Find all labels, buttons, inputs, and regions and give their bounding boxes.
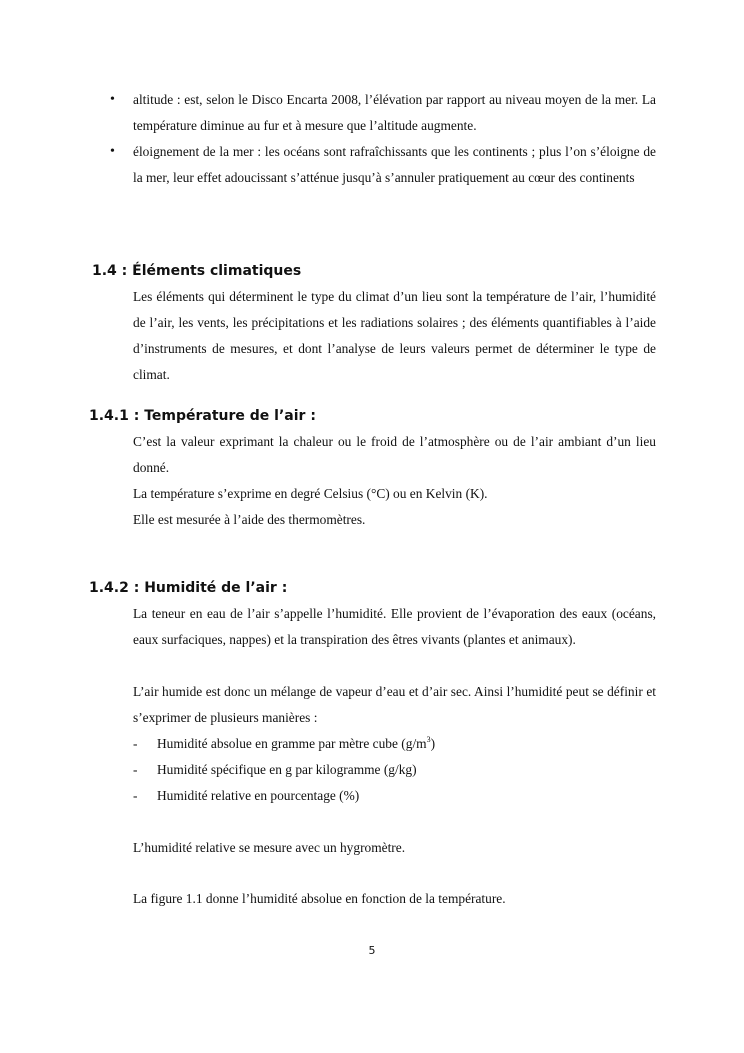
section-heading-1-4-2: 1.4.2 : Humidité de l’air :	[89, 580, 288, 596]
figure-reference: La figure 1.1 donne l’humidité absolue en fonction de la température.	[133, 891, 506, 906]
humidity-definition: La teneur en eau de l’air s’appelle l’humidité. Elle provient de l’évaporation des eaux (océans, eaux surfaciques, nappes) et la transpiration des êtres vivants (plantes et animaux).	[133, 606, 656, 647]
page-number: 5	[368, 944, 376, 957]
section-1-4-paragraph: Les éléments qui déterminent le type du climat d’un lieu sont la température de l’air, l’humidité de l’air, les vents, les précipitations et les radiations solaires ; des éléments quantifiables à l’aide d’instruments de mesures, et dont l’analyse de leurs valeurs permet de déterminer le type de climat.	[133, 289, 656, 382]
bullet-item-sea-distance	[110, 139, 656, 191]
list-dash: -	[133, 788, 138, 803]
superscript: 3	[426, 735, 431, 744]
bullet-item-altitude	[110, 87, 656, 139]
list-item-specific-humidity: Humidité spécifique en g par kilogramme (g/kg)	[157, 762, 417, 777]
list-dash: -	[133, 762, 138, 777]
hygrometer-sentence: L’humidité relative se mesure avec un hygromètre.	[133, 840, 406, 855]
bullet-icon: •	[110, 92, 115, 107]
bullet-text: altitude : est, selon le Disco Encarta 2008, l’élévation par rapport au niveau moyen de la mer. La température diminue au fur et à mesure que l’altitude augmente.	[133, 92, 656, 133]
humidity-expression: L’air humide est donc un mélange de vapeur d’eau et d’air sec. Ainsi l’humidité peut se définir et s’exprimer de plusieurs manières :	[133, 684, 656, 725]
section-heading-1-4-1: 1.4.1 : Température de l’air :	[89, 408, 316, 424]
temperature-measurement: Elle est mesurée à l’aide des thermomètres.	[133, 512, 366, 527]
temperature-units: La température s’exprime en degré Celsius (°C) ou en Kelvin (K).	[133, 486, 488, 501]
list-item-relative-humidity: Humidité relative en pourcentage (%)	[157, 788, 360, 803]
temperature-definition: C’est la valeur exprimant la chaleur ou le froid de l’atmosphère ou de l’air ambiant d’un lieu donné.	[133, 434, 656, 475]
list-item-absolute-humidity: Humidité absolue en gramme par mètre cube $(g/m^3)$	[157, 735, 436, 751]
section-heading-1-4: 1.4 : Éléments climatiques	[92, 263, 302, 279]
list-dash: -	[133, 736, 138, 751]
bullet-icon: •	[110, 144, 115, 159]
bullet-text: éloignement de la mer : les océans sont rafraîchissants que les continents ; plus l’on s’éloigne de la mer, leur effet adoucissant s’atténue jusqu’à s’annuler pratiquement au cœur des continents	[133, 144, 656, 185]
